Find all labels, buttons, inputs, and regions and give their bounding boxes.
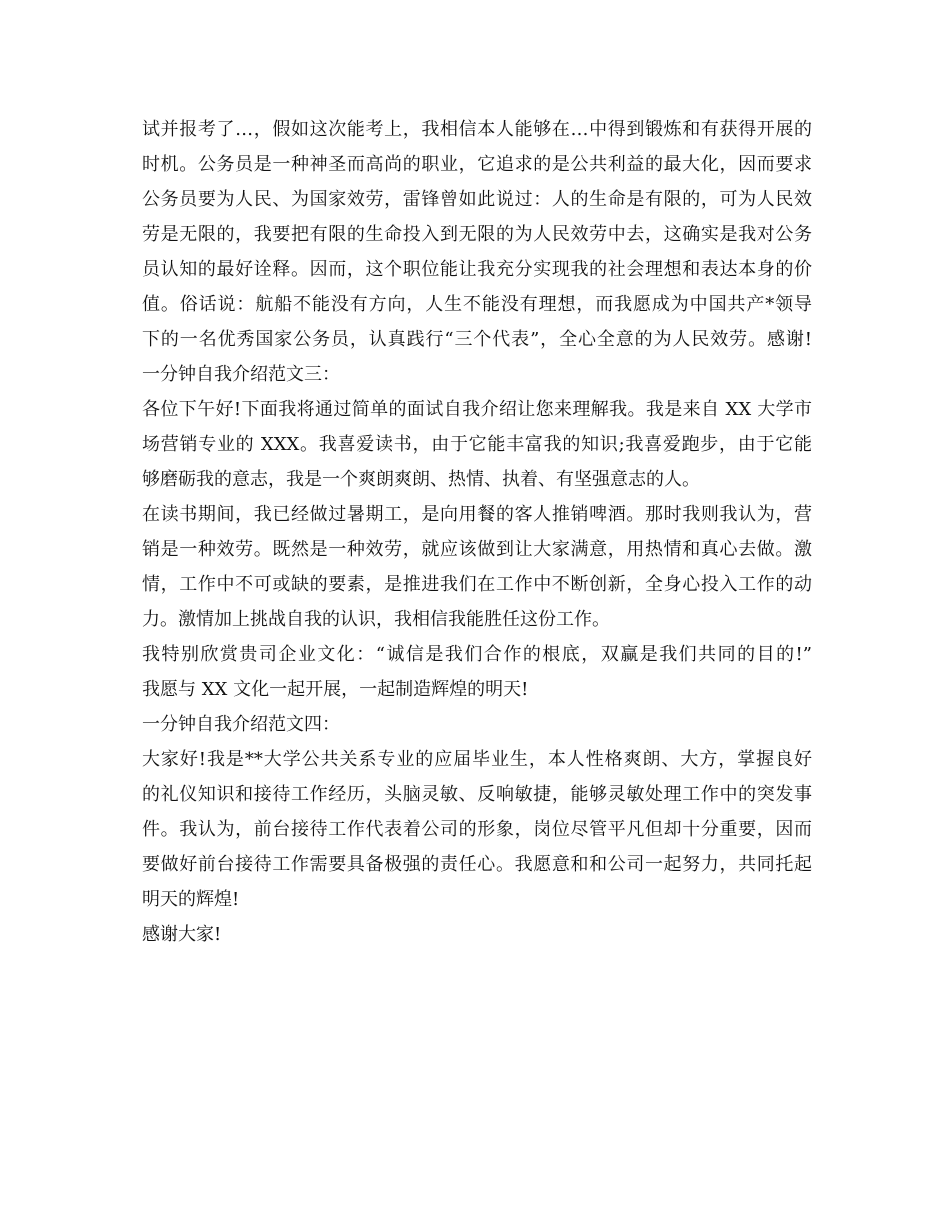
text-line: 销是一种效劳。既然是一种效劳，就应该做到让大家满意，用热情和真心去做。激: [142, 539, 812, 560]
text-line: 我愿与 XX 文化一起开展，一起制造辉煌的明天!: [142, 679, 529, 700]
section-heading: 一分钟自我介绍范文三：: [142, 364, 340, 385]
text-line: 在读书期间，我已经做过暑期工，是向用餐的客人推销啤酒。那时我则我认为，营: [142, 504, 812, 525]
text-line: 我特别欣赏贵司企业文化：“诚信是我们合作的根底，双赢是我们共同的目的!”: [142, 644, 812, 665]
text-line: 情，工作中不可或缺的要素，是推进我们在工作中不断创新，全身心投入工作的动: [142, 574, 812, 595]
text-line: 大家好!我是**大学公共关系专业的应届毕业生，本人性格爽朗、大方，掌握良好: [142, 749, 812, 770]
text-line: 时机。公务员是一种神圣而高尚的职业，它追求的是公共利益的最大化，因而要求: [142, 154, 812, 175]
text-line: 要做好前台接待工作需要具备极强的责任心。我愿意和和公司一起努力，共同托起: [142, 854, 812, 875]
text-line: 试并报考了…，假如这次能考上，我相信本人能够在…中得到锻炼和有获得开展的: [142, 119, 812, 140]
text-line: 感谢大家!: [142, 924, 222, 945]
text-line: 公务员要为人民、为国家效劳，雷锋曾如此说过：人的生命是有限的，可为人民效: [142, 189, 812, 210]
text-line: 劳是无限的，我要把有限的生命投入到无限的为人民效劳中去，这确实是我对公务: [142, 224, 812, 245]
document-body: [142, 112, 812, 952]
text-line: 场营销专业的 XXX。我喜爱读书，由于它能丰富我的知识;我喜爱跑步，由于它能: [142, 434, 812, 455]
text-line: 够磨砺我的意志，我是一个爽朗爽朗、热情、执着、有坚强意志的人。: [142, 469, 700, 490]
text-line: 员认知的最好诠释。因而，这个职位能让我充分实现我的社会理想和表达本身的价: [142, 259, 812, 280]
text-line: 值。俗话说：航船不能没有方向，人生不能没有理想，而我愿成为中国共产*领导: [142, 294, 812, 315]
text-line: 力。激情加上挑战自我的认识，我相信我能胜任这份工作。: [142, 609, 610, 630]
text-line: 的礼仪知识和接待工作经历，头脑灵敏、反响敏捷，能够灵敏处理工作中的突发事: [142, 784, 812, 805]
text-line: 件。我认为，前台接待工作代表着公司的形象，岗位尽管平凡但却十分重要，因而: [142, 819, 812, 840]
section-heading: 一分钟自我介绍范文四：: [142, 714, 340, 735]
text-line: 各位下午好!下面我将通过简单的面试自我介绍让您来理解我。我是来自 XX 大学市: [142, 399, 812, 420]
text-line: 明天的辉煌!: [142, 889, 240, 910]
text-line: 下的一名优秀国家公务员，认真践行“三个代表”，全心全意的为人民效劳。感谢!: [142, 329, 812, 350]
